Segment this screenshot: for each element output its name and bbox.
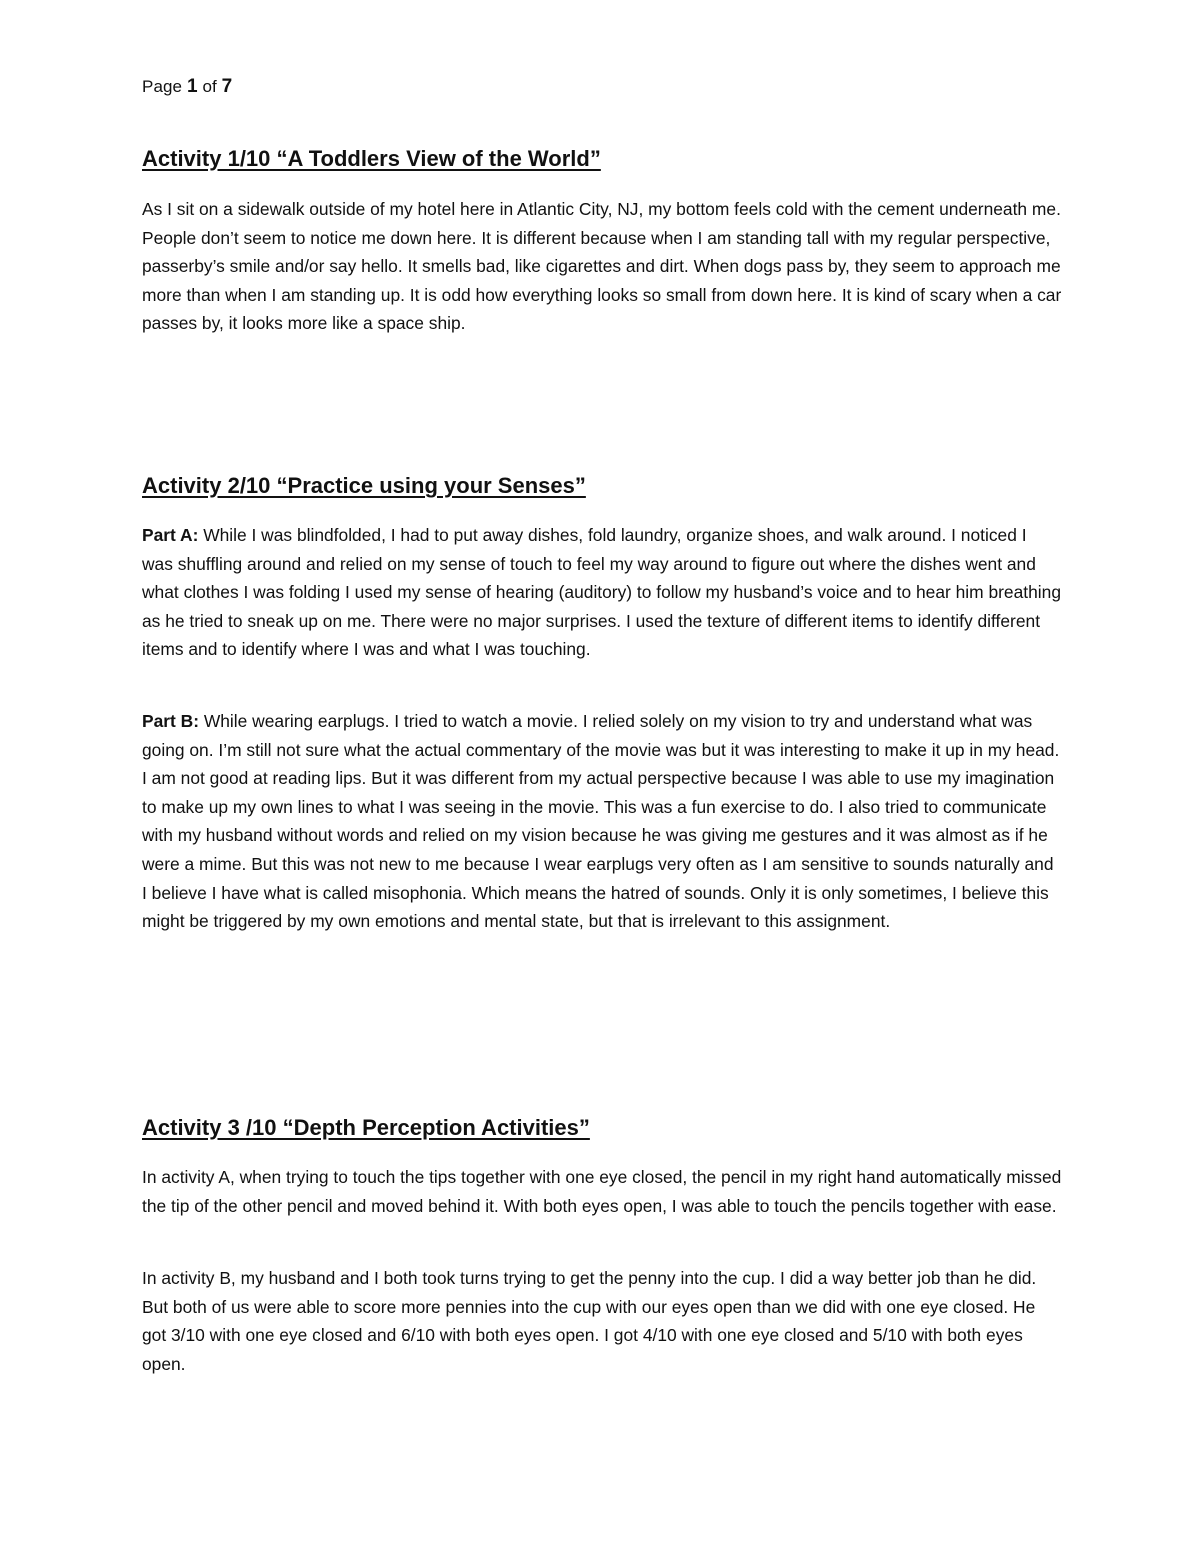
page-prefix: Page: [142, 77, 183, 96]
activity-2-part-a: [142, 521, 1062, 664]
activity-1-heading: Activity 1/10 “A Toddlers View of the World”: [142, 146, 601, 171]
activity-3-para-a: In activity A, when trying to touch the tips together with one eye closed, the pencil in my right hand automatically missed the tip of the other pencil and moved behind it. With both eyes open, I was able to touch the pencils together with ease.: [142, 1167, 1062, 1216]
activity-2-heading: Activity 2/10 “Practice using your Senses”: [142, 473, 586, 498]
page-header: [142, 76, 232, 98]
part-b-text: While wearing earplugs. I tried to watch a movie. I relied solely on my vision to try and understand what was going on. I’m still not sure what the actual commentary of the movie was but it was interesting to make it up in my head. I am not good at reading lips. But it was different from my actual perspective because I was able to use my imagination to make up my own lines to what I was seeing in the movie. This was a fun exercise to do. I also tried to communicate with my husband without words and relied on my vision because he was giving me gestures and it was almost as if he were a mime. But this was not new to me because I wear earplugs very often as I am sensitive to sounds naturally and I believe I have what is called misophonia. Which means the hatred of sounds. Only it is only sometimes, I believe this might be triggered by my own emotions and mental state, but that is irrelevant to this assignment.: [142, 711, 1060, 932]
activity-3-para-b: In activity B, my husband and I both took turns trying to get the penny into the cup. I did a way better job than he did. But both of us were able to score more pennies into the cup with our eyes open than we did with one eye closed. He got 3/10 with one eye closed and 6/10 with both eyes open. I got 4/10 with one eye closed and 5/10 with both eyes open.: [142, 1268, 1037, 1374]
activity-3-heading: Activity 3 /10 “Depth Perception Activities”: [142, 1115, 590, 1140]
page-number: 1: [186, 76, 198, 97]
activity-2-part-b: [142, 707, 1062, 936]
activity-1-body: As I sit on a sidewalk outside of my hotel here in Atlantic City, NJ, my bottom feels cold with the cement underneath me. People don’t seem to notice me down here. It is different because when I am standing tall with my regular perspective, passerby’s smile and/or say hello. It smells bad, like cigarettes and dirt. When dogs pass by, they seem to approach me more than when I am standing up. It is odd how everything looks so small from down here. It is kind of scary when a car passes by, it looks more like a space ship.: [142, 199, 1062, 334]
part-a-label: Part A:: [142, 525, 199, 545]
page-total: 7: [221, 76, 233, 97]
part-a-text: While I was blindfolded, I had to put away dishes, fold laundry, organize shoes, and walk around. I noticed I was shuffling around and relied on my sense of touch to feel my way around to figure out where the dishes went and what clothes I was folding I used my sense of hearing (auditory) to follow my husband’s voice and to hear him breathing as he tried to sneak up on me. There were no major surprises. I used the texture of different items to identify different items and to identify where I was and what I was touching.: [142, 525, 1061, 660]
part-b-label: Part B:: [142, 711, 200, 731]
page-of: of: [202, 77, 217, 96]
